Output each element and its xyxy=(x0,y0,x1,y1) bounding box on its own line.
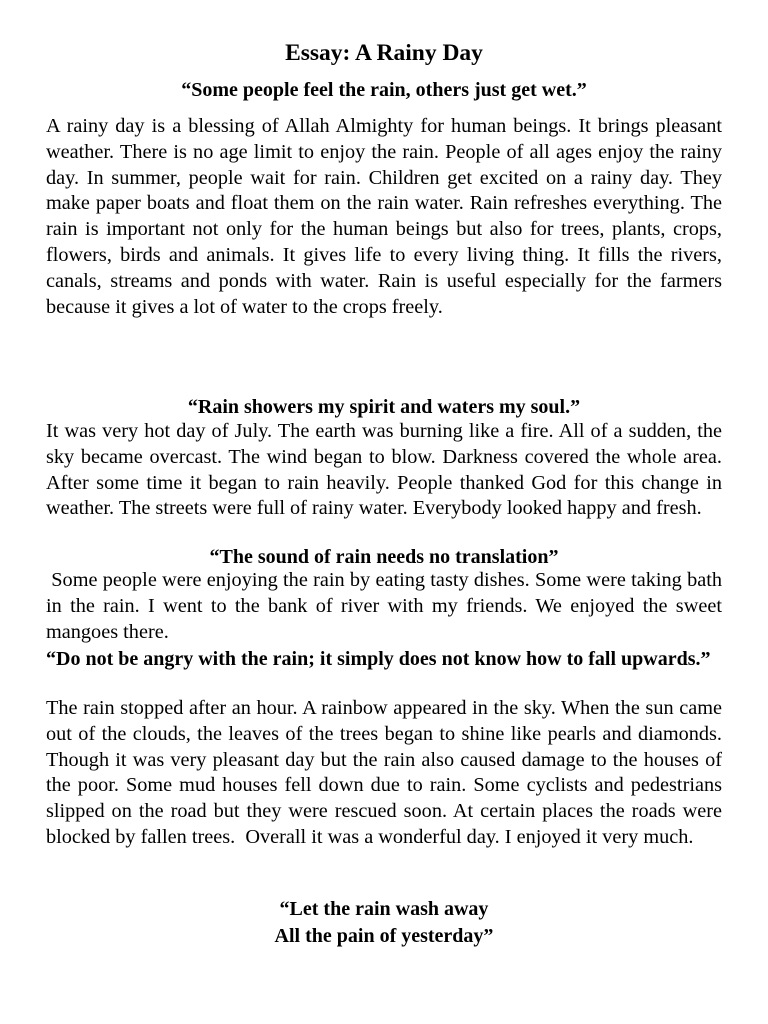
paragraph-hot-day: It was very hot day of July. The earth was burning like a fire. All of a sudden, the sky became overcast. The wind began to blow. Darkness covered the whole area. After some time it began to rain heavily. People thanked God for this change in weather. The streets were full of rainy water. Everybody looked happy and fresh. xyxy=(46,420,722,520)
quote-feel-the-rain: “Some people feel the rain, others just get wet.” xyxy=(181,79,587,101)
paragraph-after-rain: The rain stopped after an hour. A rainbow appeared in the sky. When the sun came out of the clouds, the leaves of the trees began to shine like pearls and diamonds. Though it was very pleasant day but the rain also caused damage to the houses of the poor. Some mud houses fell down due to rain. Some cyclists and pedestrians slipped on the road but they were rescued soon. At certain places the roads were blocked by fallen trees. Overall it was a wonderful day. I enjoyed it very much. xyxy=(46,697,728,848)
paragraph-enjoying-rain: Some people were enjoying the rain by eating tasty dishes. Some were taking bath in the rain. I went to the bank of river with my friends. We enjoyed the sweet mangoes there. xyxy=(46,569,728,643)
quote-rain-showers: “Rain showers my spirit and waters my soul.” xyxy=(187,396,581,418)
closing-quote-line-2: All the pain of yesterday” xyxy=(274,925,494,947)
quote-angry-with-rain: “Do not be angry with the rain; it simply does not know how to fall upwards.” xyxy=(46,648,711,670)
closing-quote-line-1: “Let the rain wash away xyxy=(279,898,489,920)
quote-sound-of-rain: “The sound of rain needs no translation” xyxy=(209,546,559,568)
essay-title: Essay: A Rainy Day xyxy=(285,40,483,66)
paragraph-introduction: A rainy day is a blessing of Allah Almighty for human beings. It brings pleasant weather. There is no age limit to enjoy the rain. People of all ages enjoy the rainy day. In summer, people wait for rain. Children get excited on a rainy day. They make paper boats and float them on the rain water. Rain refreshes everything. The rain is important not only for the human beings but also for trees, plants, crops, flowers, birds and animals. It gives life to every living thing. It fills the rivers, canals, streams and ponds with water. Rain is useful especially for the farmers because it gives a lot of water to the crops freely. xyxy=(46,115,722,318)
